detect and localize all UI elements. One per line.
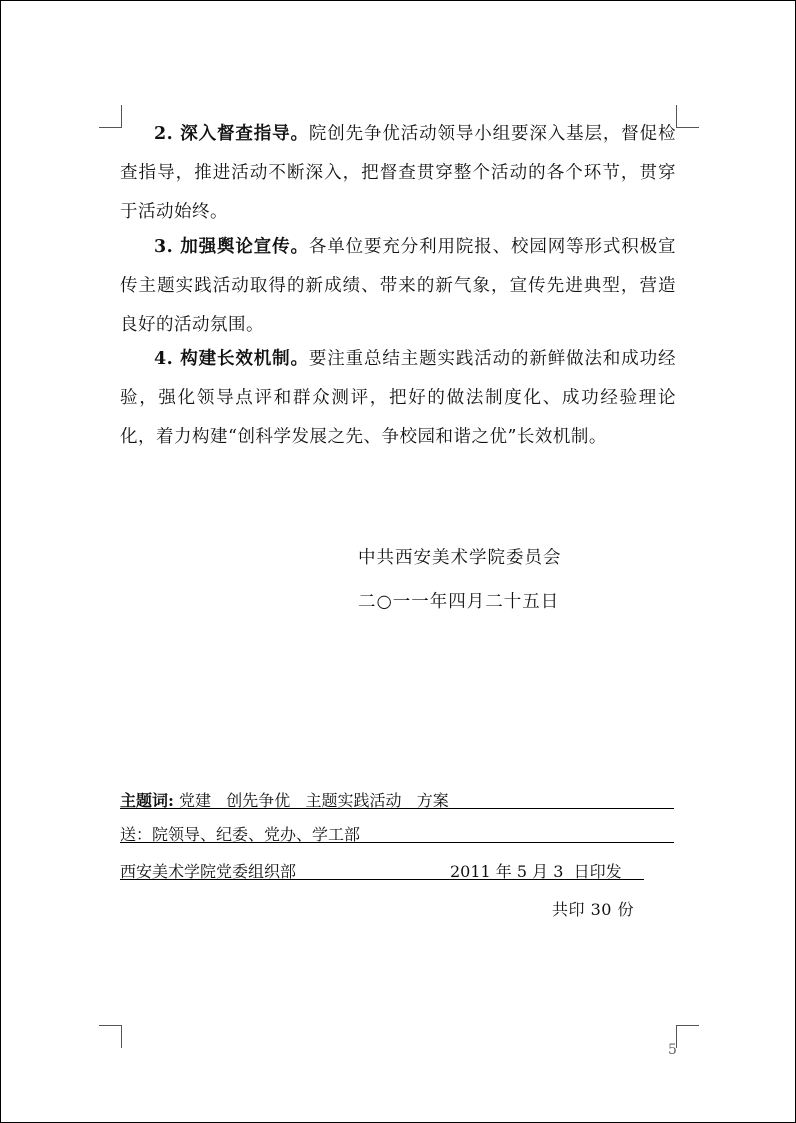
copies-count: 共印 30 份 [552, 900, 635, 919]
crop-mark-bottom-right [676, 1025, 699, 1048]
distribution-line: 送：院领导、纪委、党办、学工部 [120, 822, 674, 843]
paragraph-supervision [120, 115, 676, 232]
paragraph-heading: 4. 构建长效机制。 [154, 349, 309, 369]
paragraph-mechanism [120, 340, 676, 457]
signature-date: 二○一一年四月二十五日 [358, 592, 560, 612]
paragraph-body: 要注重总结主题实践活动的新鲜做法和成功经验，强化领导点评和群众测评，把好的做法制度化、成功经验理论化，着力构建“创科学发展之先、争校园和谐之优”长效机制。 [120, 349, 676, 447]
paragraph-body: 各单位要充分利用院报、校园网等形式积极宣传主题实践活动取得的新成绩、带来的新气象，宣传先进典型，营造良好的活动氛围。 [120, 237, 676, 335]
subject-terms: 党建 创先争优 主题实践活动 方案 [173, 791, 449, 810]
signature-organization: 中共西安美术学院委员会 [358, 548, 562, 568]
issue-date: 2011 年 5 月 3 日印发 [450, 862, 622, 881]
subject-label: 主题词: [120, 791, 174, 810]
paragraph-publicity [120, 228, 676, 345]
subject-terms-line [120, 788, 674, 809]
paragraph-heading: 2. 深入督查指导。 [154, 124, 309, 144]
crop-mark-bottom-left [99, 1025, 122, 1048]
paragraph-heading: 3. 加强舆论宣传。 [154, 237, 309, 257]
paragraph-body: 院创先争优活动领导小组要深入基层，督促检查指导，推进活动不断深入，把督查贯穿整个活动的各个环节，贯穿于活动始终。 [120, 124, 676, 222]
page-number: 5 [668, 1042, 677, 1058]
crop-mark-top-left [99, 105, 122, 128]
crop-mark-top-right [676, 105, 699, 128]
issuer-line [120, 859, 644, 880]
issuer-name: 西安美术学院党委组织部 [120, 862, 297, 881]
